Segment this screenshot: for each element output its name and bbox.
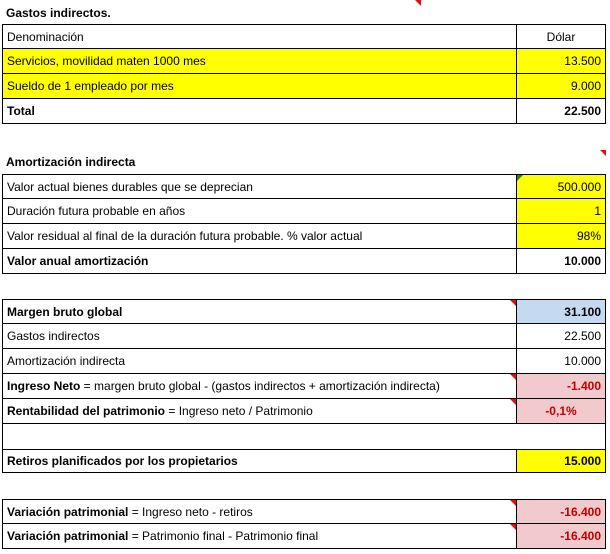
rentabilidad-label-bold: Rentabilidad del patrimonio [7,404,166,418]
valor-actual-label[interactable]: Valor actual bienes durables que se deprecian [2,174,517,199]
ingreso-label-bold: Ingreso Neto [7,379,81,393]
variacion-2-label[interactable] [2,524,517,549]
gastos-row-servicios [2,49,606,74]
rentabilidad-row [2,399,606,424]
gastos-ind-row [2,324,606,349]
amort-title[interactable]: Amortización indirecta [6,154,136,169]
amort-ind-label[interactable]: Amortización indirecta [2,349,517,374]
variacion-row-1 [2,499,606,524]
variacion-2-label-formula: = Patrimonio final - Patrimonio final [128,529,319,543]
gastos-total-row [2,99,606,124]
amort-total-label[interactable]: Valor anual amortización [2,249,517,274]
comment-marker [510,524,516,530]
comment-marker [510,300,516,306]
variacion-1-label-formula: = Ingreso neto - retiros [128,504,253,519]
ingreso-row [2,374,606,399]
ingreso-label[interactable] [2,374,517,399]
ingreso-value[interactable]: -1.400 [517,374,606,399]
header-dolar[interactable]: Dólar [517,24,606,49]
residual-label[interactable]: Valor residual al final de la duración futura probable. % valor actual [2,224,517,249]
gastos-total-value[interactable]: 22.500 [517,99,606,124]
margen-row [2,299,606,324]
amort-ind-value[interactable]: 10.000 [517,349,606,374]
amort-ind-row [2,349,606,374]
variacion-2-label-bold: Variación patrimonial [7,529,129,543]
servicios-value[interactable]: 13.500 [517,49,606,74]
comment-marker [600,150,606,156]
amort-total-row [2,249,606,274]
duracion-label[interactable]: Duración futura probable en años [2,199,517,224]
variacion-1-value[interactable]: -16.400 [517,499,606,524]
variacion-1-label[interactable] [2,499,517,524]
variacion-2-value[interactable]: -16.400 [517,524,606,549]
comment-marker [510,500,516,506]
retiros-value[interactable]: 15.000 [517,449,606,473]
empty-cell [2,424,517,449]
comment-marker [415,0,421,6]
empty-cell [517,424,606,449]
amort-row-duracion [2,199,606,224]
margen-label[interactable] [2,299,517,324]
rentabilidad-label-formula: = Ingreso neto / Patrimonio [165,404,313,418]
sueldo-value[interactable]: 9.000 [517,74,606,99]
gastos-title[interactable]: Gastos indirectos. [6,5,111,20]
margen-value[interactable]: 31.100 [517,299,606,324]
gastos-row-sueldo [2,74,606,99]
gastos-title-row [2,0,606,25]
residual-value[interactable]: 98% [517,224,606,249]
amort-row-valor [2,174,606,199]
ingreso-label-formula: = margen bruto global - (gastos indirectos + amortización indirecta) [80,379,440,393]
valor-actual-text: 500.000 [557,179,601,194]
gastos-total-label[interactable]: Total [2,99,517,124]
servicios-label[interactable]: Servicios, movilidad maten 1000 mes [2,49,517,74]
gastos-header-row [2,24,606,49]
gastos-ind-value[interactable]: 22.500 [517,324,606,349]
amort-title-spacer [517,149,606,174]
comment-marker [510,399,516,405]
retiros-label[interactable]: Retiros planificados por los propietarios [2,449,517,473]
green-indicator [517,175,523,181]
sueldo-label[interactable]: Sueldo de 1 empleado por mes [2,74,517,99]
amort-total-value[interactable]: 10.000 [517,249,606,274]
retiros-row [2,449,606,473]
margen-label-text: Margen bruto global [7,304,123,319]
valor-actual-value[interactable] [517,174,606,199]
duracion-value[interactable]: 1 [517,199,606,224]
comment-marker [510,374,516,380]
variacion-1-label-bold: Variación patrimonial [7,504,129,519]
amort-row-residual [2,224,606,249]
gastos-ind-label[interactable]: Gastos indirectos [2,324,517,349]
gap-row [2,424,606,449]
variacion-row-2 [2,524,606,549]
rentabilidad-value[interactable]: -0,1% [517,399,606,424]
rentabilidad-label[interactable] [2,399,517,424]
amort-title-row [2,149,606,174]
header-denominacion[interactable]: Denominación [2,24,517,49]
